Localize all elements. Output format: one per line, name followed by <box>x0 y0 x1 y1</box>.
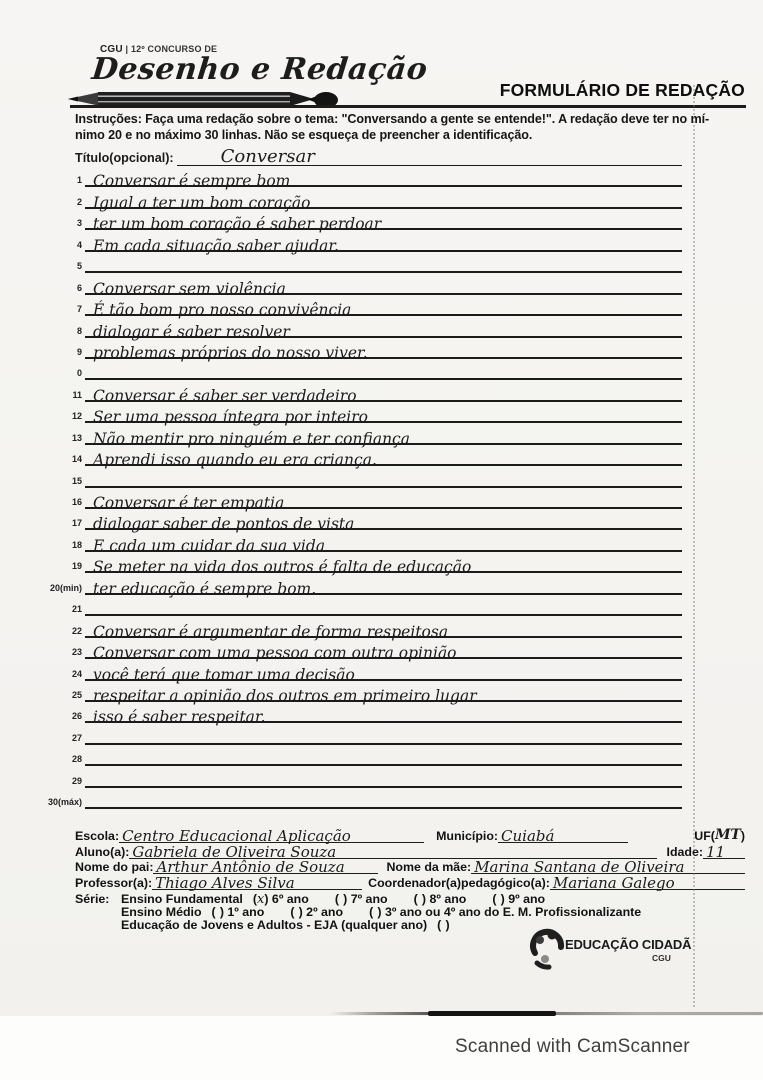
grade-checkbox-option[interactable]: ( ) 1º ano <box>211 904 265 919</box>
line-number: 19 <box>71 561 82 572</box>
header-divider <box>70 105 746 108</box>
father-mother-row <box>75 858 745 877</box>
educacao-cidada-logo-icon <box>527 960 567 977</box>
essay-line[interactable] <box>40 273 682 298</box>
coordinator-handwritten-value: Mariana Galego <box>552 873 675 892</box>
essay-line[interactable] <box>40 573 682 598</box>
essay-line[interactable] <box>40 530 682 555</box>
essay-line[interactable] <box>40 488 682 512</box>
essay-line[interactable] <box>40 166 682 191</box>
essay-line[interactable] <box>40 466 682 487</box>
grade-group-label: Ensino Fundamental <box>121 891 243 906</box>
essay-line[interactable] <box>40 402 682 427</box>
camscanner-credit: Scanned with CamScanner <box>455 1036 690 1057</box>
line-number: 30(máx) <box>47 797 82 808</box>
student-handwritten-value: Gabriela de Oliveira Souza <box>132 842 337 861</box>
instructions-line-1: Instruções: Faça uma redação sobre o tema: "Conversando a gente se entende!". A redação deve ter no mí- <box>75 112 710 126</box>
handwritten-line-text: Em cada situação saber ajudar. <box>93 236 339 255</box>
instructions-text <box>75 112 747 143</box>
handwritten-line-text: Conversar é ter empatia <box>93 494 285 512</box>
handwritten-line-text: dialogar saber de pontos de vista <box>93 515 355 534</box>
handwritten-line-text: E cada um cuidar da sua vida <box>93 536 326 555</box>
line-number: 11 <box>72 389 82 400</box>
educacao-cidada-logo <box>527 923 697 975</box>
line-number: 6 <box>76 282 82 293</box>
school-label: Escola: <box>75 829 120 844</box>
age-label: Idade: <box>666 844 703 859</box>
school-row <box>75 827 745 846</box>
municipality-label: Município: <box>436 829 499 844</box>
checkbox-mark-empty <box>441 918 445 933</box>
mother-field[interactable] <box>471 858 745 877</box>
student-field[interactable] <box>129 842 656 861</box>
essay-line[interactable] <box>40 445 682 470</box>
instructions-line-2: nimo 20 e no máximo 30 linhas. Não se esqueça de preencher a identificação. <box>75 127 533 142</box>
coordinator-label: Coordenador(a)pedagógico(a): <box>368 875 550 890</box>
grade-row <box>75 906 745 919</box>
municipality-handwritten-value: Cuiabá <box>501 827 555 846</box>
essay-line[interactable] <box>40 187 682 212</box>
handwritten-line-text: Conversar é argumentar de forma respeitosa <box>93 622 449 641</box>
state-label-close: ) <box>740 829 745 844</box>
line-number: 3 <box>76 218 82 229</box>
line-number: 21 <box>71 604 82 615</box>
line-number: 26 <box>71 711 82 722</box>
essay-line[interactable] <box>40 252 682 273</box>
cgu-wordmark: CGU <box>100 44 123 55</box>
line-number: 25 <box>71 689 82 700</box>
line-number: 18 <box>71 539 82 550</box>
essay-line[interactable] <box>40 359 682 380</box>
handwritten-line-text: Se meter na vida dos outros é falta de educação <box>93 558 472 577</box>
essay-lines <box>40 166 682 809</box>
essay-line[interactable] <box>40 230 682 255</box>
essay-line[interactable] <box>40 702 682 727</box>
page-bottom-scan-edge-dark <box>428 1011 556 1016</box>
essay-line[interactable] <box>40 338 682 362</box>
essay-line[interactable] <box>40 316 682 341</box>
handwritten-line-text: respeitar a opinião dos outros em primeiro lugar <box>93 686 477 705</box>
line-number: 29 <box>71 775 82 786</box>
teacher-label: Professor(a): <box>75 875 153 890</box>
line-number: 9 <box>76 346 82 357</box>
handwritten-line-text: É tão bom pro nosso convivência <box>93 301 352 320</box>
line-number: 2 <box>76 196 82 207</box>
essay-title-underline <box>177 146 682 166</box>
father-handwritten-value: Arthur Antônio de Souza <box>156 858 345 877</box>
handwritten-line-text: Igual a ter um bom coração <box>93 193 311 212</box>
line-number: 23 <box>71 647 82 658</box>
grade-checkbox-option[interactable]: ( ) 7º ano <box>334 891 388 906</box>
father-field[interactable] <box>153 858 378 877</box>
student-row <box>75 842 745 861</box>
age-field[interactable] <box>703 842 745 861</box>
line-number: 17 <box>71 518 82 529</box>
line-number: 0 <box>76 368 82 379</box>
ruled-line <box>85 807 682 809</box>
handwritten-line-text: Ser uma pessoa íntegra por inteiro <box>93 408 368 427</box>
grade-indent <box>75 906 121 919</box>
essay-line[interactable] <box>40 616 682 641</box>
line-number: 24 <box>71 668 82 679</box>
perforation-dotted-line <box>693 85 695 1007</box>
handwritten-line-text: dialogar é saber resolver <box>93 322 290 341</box>
grade-group-label: Ensino Médio <box>121 904 202 919</box>
essay-title-label: Título(opcional): <box>75 151 174 165</box>
essay-line[interactable] <box>40 595 682 616</box>
coordinator-field[interactable] <box>550 873 745 892</box>
essay-line[interactable] <box>40 638 682 663</box>
essay-line[interactable] <box>40 423 682 448</box>
handwritten-line-text: Conversar com uma pessoa com outra opinião <box>93 644 457 663</box>
essay-line[interactable] <box>40 509 682 534</box>
essay-line[interactable] <box>40 380 682 405</box>
essay-line[interactable] <box>40 788 682 809</box>
grade-checkbox-option[interactable]: (x) 6º ano <box>252 891 309 907</box>
essay-title-handwritten-value: Conversar <box>220 146 315 167</box>
handwritten-line-text: você terá que tomar uma decisão <box>93 665 355 684</box>
grade-group-label: Educação de Jovens e Adultos - EJA (qualquer ano) <box>121 917 428 932</box>
identification-section <box>75 828 745 932</box>
essay-line[interactable] <box>40 659 682 684</box>
essay-line[interactable] <box>40 723 682 744</box>
essay-line[interactable] <box>40 552 682 577</box>
handwritten-line-text: ter um bom coração é saber perdoar <box>93 215 382 234</box>
essay-line[interactable] <box>40 295 682 320</box>
teacher-handwritten-value: Thiago Alves Silva <box>155 873 295 892</box>
grade-checkbox-option[interactable]: ( ) 3º ano ou 4º ano do E. M. Profissionalizante <box>369 904 642 919</box>
line-number: 14 <box>71 454 82 465</box>
handwritten-line-text: Conversar é sempre bom <box>93 172 291 191</box>
handwritten-line-text: problemas próprios do nosso viver. <box>93 343 368 362</box>
form-title: FORMULÁRIO DE REDAÇÃO <box>499 80 745 100</box>
line-number: 15 <box>71 475 82 486</box>
handwritten-line-text: Conversar sem violência <box>93 279 286 298</box>
line-number: 12 <box>71 411 82 422</box>
handwritten-line-text: ter educação é sempre bom. <box>93 579 317 598</box>
essay-title-field[interactable] <box>75 147 682 166</box>
grade-row <box>75 893 745 906</box>
essay-line[interactable] <box>40 209 682 234</box>
handwritten-line-text: Conversar é saber ser verdadeiro <box>93 386 357 405</box>
line-number: 20(min) <box>49 582 82 593</box>
teacher-coordinator-row <box>75 873 745 892</box>
grade-checkbox-option[interactable]: ( ) 8º ano <box>413 891 467 906</box>
grade-indent <box>75 919 121 932</box>
contest-title-script: Desenho e Redação <box>90 52 430 87</box>
essay-line[interactable] <box>40 681 682 705</box>
municipality-field[interactable] <box>498 827 628 846</box>
state-handwritten-value: MT <box>714 827 741 844</box>
line-number: 28 <box>71 754 82 765</box>
grade-checkbox-option[interactable]: ( ) 2º ano <box>290 904 344 919</box>
state-label: UF( <box>694 829 715 844</box>
line-number: 13 <box>71 432 82 443</box>
line-number: 22 <box>71 625 82 636</box>
mother-handwritten-value: Marina Santana de Oliveira <box>474 858 685 877</box>
school-handwritten-value: Centro Educacional Aplicação <box>122 827 351 846</box>
logo-subtitle: CGU <box>652 953 671 963</box>
grade-label: Série: <box>75 891 110 906</box>
essay-line[interactable] <box>40 745 682 766</box>
line-number: 1 <box>76 175 82 186</box>
line-number: 8 <box>76 325 82 336</box>
line-number: 5 <box>76 261 82 272</box>
checkbox-mark-x: x <box>257 891 265 907</box>
student-label: Aluno(a): <box>75 844 130 859</box>
logo-title: EDUCAÇÃO CIDADÃ <box>565 937 692 952</box>
line-number: 16 <box>71 497 82 507</box>
line-number: 7 <box>76 304 82 315</box>
age-handwritten-value: 11 <box>706 842 726 861</box>
grade-checkbox-option[interactable]: ( ) 9º ano <box>492 891 546 906</box>
father-label: Nome do pai: <box>75 860 154 875</box>
essay-line[interactable] <box>40 766 682 787</box>
contest-edition-label: | 12º CONCURSO DE <box>125 44 218 54</box>
handwritten-line-text: Aprendi isso quando eu era criança. <box>93 451 377 470</box>
handwritten-line-text: Não mentir pro ninguém e ter confiança <box>93 429 410 448</box>
grade-checkbox-option[interactable]: ( ) <box>437 917 450 932</box>
line-number: 4 <box>76 239 82 250</box>
school-field[interactable] <box>119 827 424 846</box>
mother-label: Nome da mãe: <box>386 860 472 875</box>
handwritten-line-text: isso é saber respeitar. <box>93 708 266 727</box>
line-number: 27 <box>71 732 82 743</box>
